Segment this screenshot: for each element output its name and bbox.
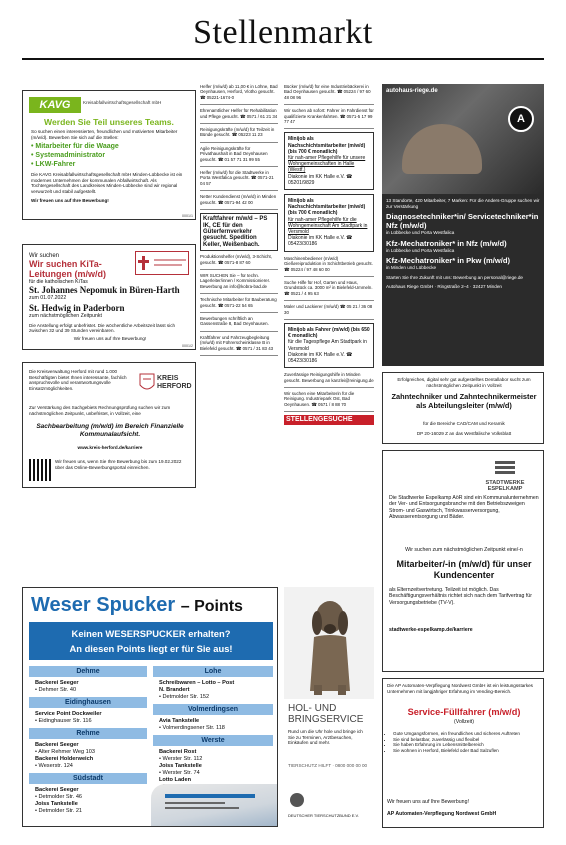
- location-header: Lohe: [153, 666, 273, 677]
- classified-ad: Wir suchen eine Mitarbeiterin für die Reinigung. Industriepark Ost, Bad Oeynhausen. ☎ 0571 / 8 88 70: [284, 391, 374, 412]
- dental-role: Zahntechniker und Zahntechnikermeister als Abteilungsleiter (m/w/d): [391, 392, 537, 410]
- stadtwerke-ad: [382, 450, 544, 672]
- stadtwerke-lead: Wir suchen zum nächstmöglichen Zeitpunkt eine/-n: [405, 547, 523, 553]
- classified-ad: Technische Mitarbeiter für Bauberatung gesucht. ☎ 0571-22 54 65: [200, 297, 278, 313]
- kita-loc2-date: zum nächstmöglichen Zeitpunkt: [29, 313, 102, 320]
- fuell-title: Service-Füllfahrer (m/w/d): [407, 707, 521, 717]
- list-item: • Gute Umgangsformen, ein freundliches und sicheres Auftreten: [393, 731, 541, 737]
- ad-code: 0001/2: [182, 344, 193, 348]
- dog-icon: [284, 587, 374, 699]
- fuell-sub: (Vollzeit): [454, 719, 474, 725]
- classified-ad: Netter Kundendienst (m/w/d) in Minden gesucht. ☎ 0571-94 42 00: [200, 194, 278, 210]
- weser-brand: Weser Spucker – Points: [31, 594, 243, 616]
- location-entry: Avia Tankstelle • Volmerdingsener Str. 118: [159, 718, 225, 731]
- fuell-bullets: [393, 731, 541, 753]
- dental-contact: DP 20-16029 Z an das Westfälische Volksblatt: [416, 431, 512, 436]
- classified-ad: Kraftfahrer m/w/d – PS IK, CE für den Güterfernverkehr gesucht. Spedition Keller, Weißenbach.: [200, 213, 278, 251]
- fuell-intro: Die AP Automaten-Verpflegung Nordwest GmbH ist ein leistungsstarkes Unternehmen mit langjähriger Erfahrung im Vending-Bereich.: [387, 683, 533, 694]
- weser-locations-right: [153, 666, 273, 794]
- hol-bringservice-ad: [284, 587, 374, 827]
- herford-deadline: Wir freuen uns, wenn Sie Ihre Bewerbung bis zum 19.02.2022 über das Online-Bewerbungsportal einreichen.: [55, 459, 182, 470]
- kavg-cta: Wir freuen uns auf Ihre Bewerbung!: [31, 197, 109, 203]
- hund-details: TIERSCHUTZ HILFT · 0800 000 00 00: [288, 763, 368, 768]
- classified-ad: Maler und Lackierer (m/w/d) ☎ 05 21 / 36 08 30: [284, 304, 374, 320]
- classified-ad: Zuverlässige Reinigungshilfe in Minden gesucht. Bewerbung an kanzlei@reinigung.de: [284, 372, 374, 388]
- autohaus-tag[interactable]: autohaus-riege.de: [386, 88, 438, 94]
- location-entry: Schreibwaren – Lotto – Post N. Brandert • Detmolder Str. 152: [159, 680, 235, 700]
- autohaus-job: Kfz-Mechatroniker* in Pkw (m/w/d) in Minden und Lübbecke: [386, 256, 511, 271]
- tierschutz-logo: [290, 793, 304, 807]
- weser-banner: Keinen WESERSPUCKER erhalten? An diesen Points liegt er für Sie aus!: [29, 622, 273, 660]
- qr-code[interactable]: [29, 459, 51, 481]
- workshop-image: [382, 84, 544, 194]
- dental-body: Erfolgreiches, digital sehr gut aufgestelltes Dentallabor sucht zum nächstmöglichen Zeitpunkt in Vollzeit: [397, 377, 531, 388]
- ad-code: 0001/1: [182, 214, 193, 218]
- hund-sender: DEUTSCHER TIERSCHUTZBUND E.V.: [288, 813, 359, 818]
- herford-role: Sachbearbeitung (m/w/d) im Bereich Finanzielle Kommunalaufsicht.: [36, 423, 184, 438]
- hund-title: HOL- UND BRINGSERVICE: [288, 703, 364, 725]
- kita-sub: für die katholischen KiTas: [29, 279, 88, 285]
- autohaus-footer: Starten Sie Ihre Zukunft mit uns: Bewerbung an personal@riege.de: [386, 274, 523, 280]
- classified-ad: Agile Reinigungskräfte für Privathaushalt in Bad Oeynhausen gesucht. ☎ 01 57 71 31 99 55: [200, 146, 278, 167]
- kavg-item: • Systemadministrator: [31, 152, 106, 160]
- classified-ad: Kraftfahrer und Fahrzeugbegleitung (m/w/d) mit Führerscheinklasse B in Bielefeld gesucht. ☎ 0571 / 31 83 43: [200, 335, 278, 356]
- kavg-body: Die KAVG Kreisabfallwirtschaftsgesellschaft mbH Minden-Lübbecke ist ein modernes Unternehmen der kommunalen Abfallwirtschaft. Als Tochtergesellschaft des Landkreises Minden-Lübbecke sind wir regional verwurzelt und stabil aufgestellt.: [31, 172, 183, 194]
- stadtwerke-body: als Elternzeitvertretung. Teilzeit ist möglich. Das Beschäftigungsverhältnis richtet sich nach dem Tarifvertrag für Versorgungsbetriebe (TV-V).: [389, 587, 532, 606]
- location-header: Dehme: [29, 666, 147, 677]
- stellengesuche-header: STELLENGESUCHE: [284, 415, 374, 425]
- kavg-title: Werden Sie Teil unseres Teams.: [44, 117, 174, 127]
- classified-ad: Bücker (m/w/d) für eine Industriebäckerei in Bad Oeynhausen gesucht. ☎ 05224 / 97 60 48 08 96: [284, 84, 374, 105]
- classified-ad: Reinigungskräfte (m/w/d) für Teilzeit in Bünde gesucht. ☎ 05223 11 23: [200, 127, 278, 143]
- dental-sub: für die Bereiche CAD/CAM und Keramik: [423, 421, 505, 426]
- location-header: Volmerdingsen: [153, 704, 273, 715]
- classified-ad: Produktionshelfer (m/w/d), 3-Schicht, gesucht. ☎ 0571-8 87 60: [200, 254, 278, 270]
- dental-ad: [382, 372, 544, 444]
- herford-ad: [22, 362, 196, 488]
- classified-ad: Suche Hilfe für Hof, Garten und Haus, Grundstück ca. 3000 m² in Bielefeld-Ummeln. ☎ 0521 / 4 95 63: [284, 280, 374, 301]
- location-entry: Backerei Seeger • Detmolder Str. 46 Joiss Tankstelle • Detmolder Str. 21: [35, 787, 83, 814]
- location-header: Rehme: [29, 728, 147, 739]
- classified-ad: Bewerbungen schriftlich an Gassenstraße 8, Bad Oeynhausen.: [200, 316, 278, 332]
- location-header: Südstadt: [29, 773, 147, 784]
- classified-ad: Maschinenbediener (m/w/d) Gießereiproduktion in Schichtbetrieb gesucht. ☎ 05224 / 97 48 60 00: [284, 256, 374, 277]
- page-title: Stellenmarkt: [193, 14, 373, 51]
- location-entry: Backerei Seeger • Dehmer Str. 40: [35, 680, 79, 693]
- minijob-ad-1: Minijob als Nachschichtsmitarbeiter (m/w/d) (bis 700 € monatlich) für nah-amer Pflegehilfe für unsere Wohngemeinschaften in Halle (Westf.) Diakonie im KK Halle e.V. ☎ 05201/9829: [284, 132, 374, 190]
- stadtwerke-link[interactable]: stadtwerke-espelkamp.de/karriere: [389, 627, 473, 633]
- riege-logo-icon: A: [517, 113, 525, 125]
- kita-title: Wir suchen: [29, 253, 60, 259]
- fuellfahrer-ad: [382, 678, 544, 828]
- kita-loc1-date: zum 01.07.2022: [29, 295, 67, 301]
- location-header: Eidinghausen: [29, 697, 147, 708]
- classified-ad: Ehrenamtlicher Helfer für Rehabilitation und Pflege gesucht. ☎ 0571 / 61 21 34: [200, 108, 278, 124]
- kita-body: Die Anstellung erfolgt unbefristet. Die wöchentliche Arbeitszeit lässt sich zwischen 32 und 39 Stunden vereinbaren.: [29, 322, 176, 334]
- location-entry: Backerei Rost • Werster Str. 112 Joiss Tankstelle • Werster Str. 74 Lotto Laden: [159, 749, 203, 783]
- classified-ad: Helfer (m/w/d) ab 11,00 € in Löhne, Bad Oeynhausen, Herford, Vlotho gesucht. ☎ 05221-1674-0: [200, 84, 278, 105]
- title-rule: [22, 58, 544, 60]
- herford-body: Zur Verstärkung des Sachgebiets Rechnungsprüfung suchen wir zum nächstmöglichen Zeitpunkt, unbefristet, in Vollzeit, eine: [29, 405, 171, 416]
- kavg-item: • Mitarbeiter für die Waage: [31, 143, 119, 151]
- autohaus-company: Autohaus Riege GmbH · Ringstraße 2–4 · 32427 Minden: [386, 283, 502, 289]
- classified-ad: WIR SUCHEN Sie – für techn. Lagerleiter/innen / Kommissionierer. Bewerbung an info@kobra-bad.de: [200, 273, 278, 294]
- herford-intro: Die Kreisverwaltung Herford mit rund 1.000 Beschäftigten bietet Ihnen interessante, fachlich anspruchsvolle und verantwortungsvolle Einsatzmöglichkeiten.: [29, 369, 127, 391]
- kreis-herford-logo: KREIS HERFORD: [139, 373, 189, 399]
- kavg-item: • LKW-Fahrer: [31, 161, 76, 169]
- autohaus-job: Diagnosetechniker*in/ Servicetechniker*in Nfz (m/w/d) in Lübbecke und Porta Westfalica: [386, 212, 539, 236]
- kita-cta: Wir freuen uns auf Ihre Bewerbung!: [73, 335, 147, 341]
- minijob-ad-2: Minijob als Nachschichtsmitarbeiter (m/w/d) (bis 700 € monatlich) für nah-amer Pflegehilfe für die Wohngemeinschaft Am Stadtpark in Versmold Diakonie im KK Halle e.V. ☎ 05423/30186: [284, 194, 374, 252]
- kita-loc2: St. Hedwig in Paderborn: [29, 303, 125, 314]
- autohaus-intro: 13 Standorte, 420 Mitarbeiter, 7 Marken: Für die Anders-Gruppe suchen wir zur Verstärkung: [386, 198, 540, 209]
- middle-column-2: [284, 84, 374, 584]
- middle-column-1: [200, 84, 278, 570]
- herford-link[interactable]: www.kreis-herford.de/karriere: [77, 445, 143, 450]
- list-item: • Sie haben Erfahrung im Lebensmittelbereich: [393, 742, 541, 748]
- minijob-ad-3: Minijob als Fahrer (m/w/d) (bis 650 € monatlich) für die Tagespflege Am Stadtpark in Versmold Diakonie im KK Halle e.V. ☎ 05423/30186: [284, 323, 374, 368]
- hund-body: Rund um die Uhr hole und bringe ich Sie zu Terminen, Arztbesuchen, Einkäufen und mehr.: [288, 729, 363, 746]
- weser-spucker-ad: [22, 587, 278, 827]
- classified-ad: Helfer (m/w/d) für die Stadtwerke in Porta Westfalica gesucht. ☎ 0571-21 04 57: [200, 170, 278, 191]
- location-header: Werste: [153, 735, 273, 746]
- autohaus-ad: [382, 84, 544, 366]
- list-item: • Sie wohnen in Herford, Bielefeld oder Bad Salzuflen: [393, 748, 541, 754]
- church-logo: [135, 251, 189, 275]
- kavg-ad: [22, 90, 196, 220]
- fuell-closing: Wir freuen uns auf Ihre Bewerbung!: [387, 799, 469, 805]
- autohaus-job: Kfz-Mechatroniker* in Nfz (m/w/d) in Lübbecke und Porta Westfalica: [386, 238, 507, 253]
- kita-ad: [22, 244, 196, 350]
- stadtwerke-icon: [493, 459, 517, 475]
- classified-ad: Wir suchen ab sofort: Fahrer im Fahrdienst für qualifizierte Krankenfahrten. ☎ 0571-5 17 99 77 47: [284, 108, 374, 129]
- location-entry: Service Point Dockweiler • Eidinghauser Str. 116: [35, 711, 102, 724]
- kavg-intro: So suchen einen interessierten, freundlichen und motivierten Mitarbeiter (m/w/d). Bewerben Sie sich auf die Stellen:: [31, 129, 178, 140]
- newspaper-image: [151, 784, 278, 827]
- kita-heading: Wir suchen KiTa-Leitungen (m/w/d): [29, 259, 106, 279]
- dog-image: [284, 587, 374, 699]
- stadtwerke-logo: STADTWERKE ESPELKAMP: [475, 459, 535, 492]
- stadtwerke-intro: Die Stadtwerke Espelkamp AöR sind ein Kommunalunternehmen der Ver- und Entsorgungsbranche mit den Betriebszweigen Strom- und Gaswirtsch, Trinkwasserversorgung, Abwasserentsorgung und Bäder.: [389, 495, 539, 520]
- fuell-company: AP Automaten-Verpflegung Nordwest GmbH: [387, 811, 497, 817]
- kavg-header: Kreisabfallwirtschaftsgesellschaft mbH: [83, 100, 162, 105]
- kita-loc1: St. Johannes Nepomuk in Büren-Harth: [29, 285, 180, 295]
- kavg-logo: KAVG: [29, 97, 81, 113]
- weser-locations-left: [29, 666, 147, 818]
- location-entry: Backerei Seeger • Alter Rehmer Weg 103 Backerei Holderweich • Weserstr. 124: [35, 742, 96, 769]
- crest-icon: [139, 373, 155, 393]
- cross-icon: [136, 252, 190, 276]
- stadtwerke-role: Mitarbeiter/-in (m/w/d) für unser Kundencenter: [396, 559, 532, 580]
- list-item: • Sie sind belastbar, zuverlässig und flexibel: [393, 737, 541, 743]
